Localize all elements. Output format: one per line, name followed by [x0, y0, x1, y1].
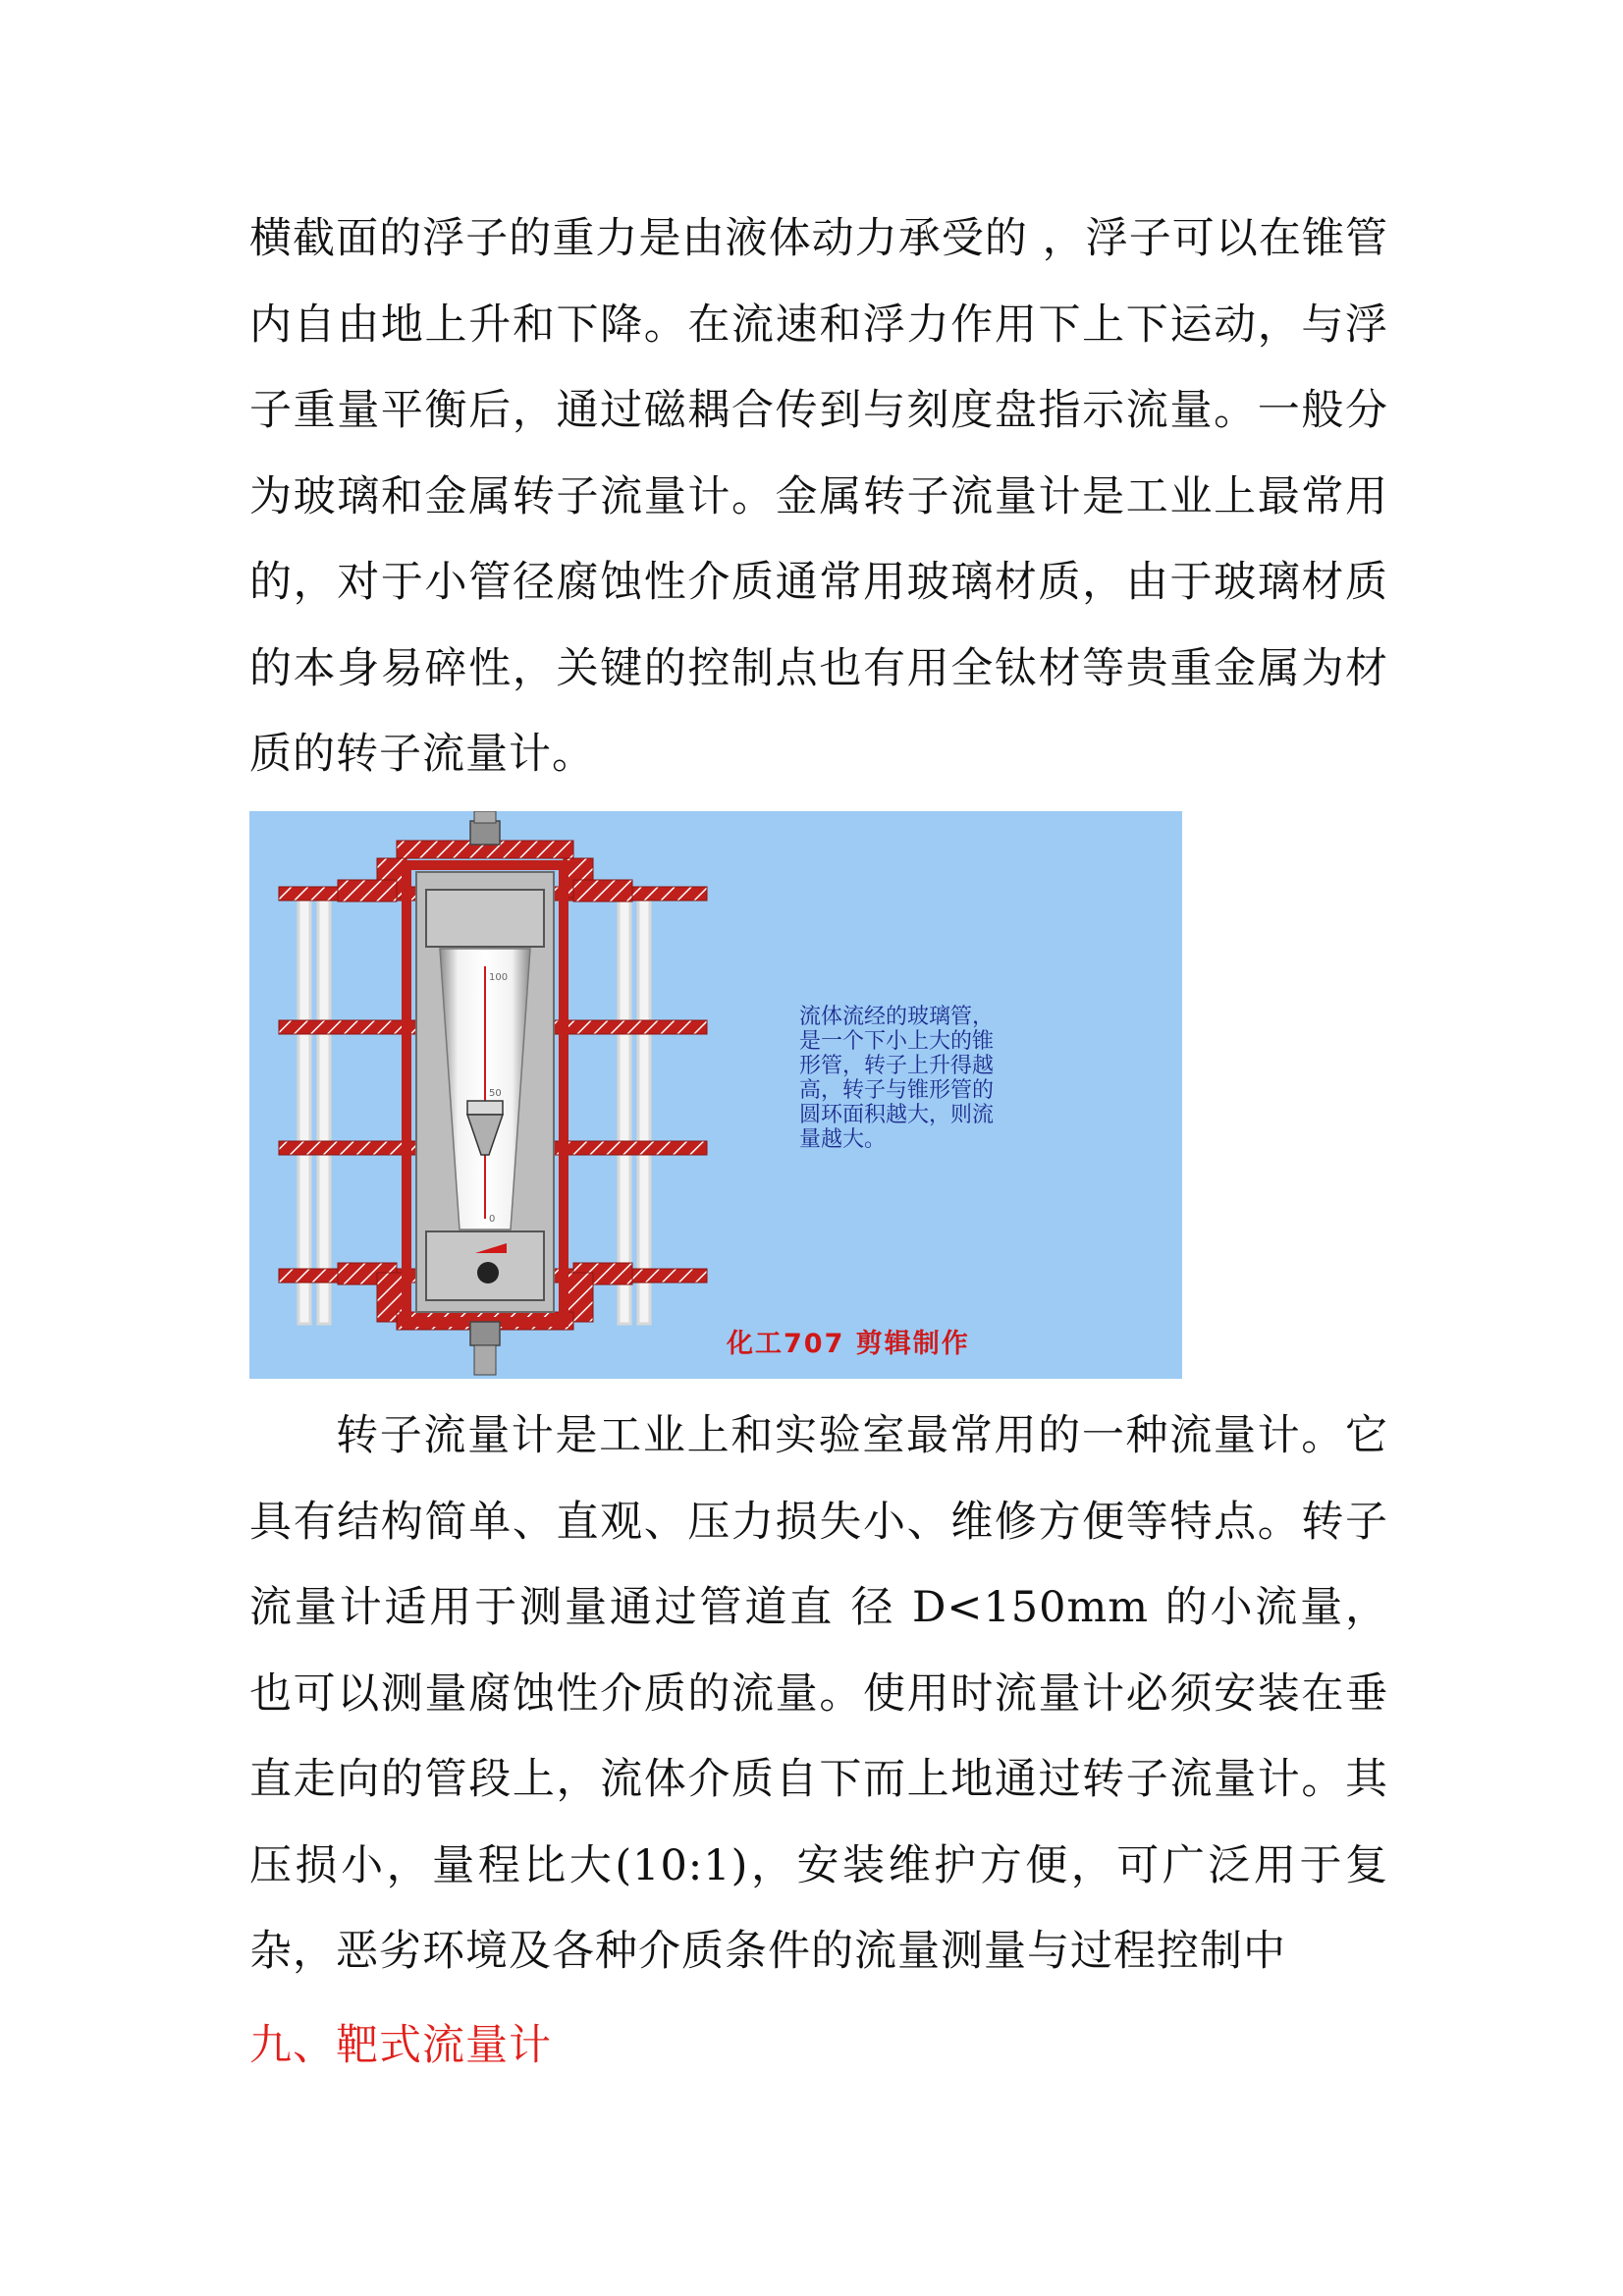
- figure-caption: 流体流经的玻璃管， 是一个下小上大的锥 形管，转子上升得越 高，转子与锥形管的 圆环面积越大，则流 量越大。: [799, 1005, 995, 1152]
- scale-bottom-label: 0: [489, 1214, 496, 1225]
- paragraph-rotameter-features: 转子流量计是工业上和实验室最常用的一种流量计。它具有结构简单、直观、压力损失小、维修方便等特点。转子流量计适用于测量通过管道直 径 D<150mm 的小流量，也可以测量腐蚀性介质的流量。使用时流量计必须安装在垂直走向的管段上，流体介质自下而上地通过转子流量计。其压损小，量程比大(10:1)，安装维护方便，可广泛用于复杂，恶劣环境及各种介质条件的流量测量与过程控制中: [249, 1411, 1388, 1976]
- rotameter-figure: [249, 811, 1182, 1379]
- scale-top-label: 100: [489, 972, 509, 983]
- bottom-pipe: [474, 1345, 496, 1375]
- section-heading-target-flowmeter: 九、靶式流量计: [249, 2021, 552, 2070]
- figure-credit: 化工707 剪辑制作: [727, 1329, 970, 1359]
- top-pipe: [474, 811, 496, 823]
- top-block: [426, 890, 544, 947]
- bottom-nut: [470, 1322, 500, 1345]
- paragraph-rotameter-principle: 横截面的浮子的重力是由液体动力承受的 ，浮子可以在锥管内自由地上升和下降。在流速和浮力作用下上下运动，与浮子重量平衡后，通过磁耦合传到与刻度盘指示流量。一般分为玻璃和金属转子流量计。金属转子流量计是工业上最常用的，对于小管径腐蚀性介质通常用玻璃材质，由于玻璃材质的本身易碎性，关键的控制点也有用全钛材等贵重金属为材质的转子流量计。: [249, 214, 1388, 779]
- top-nut: [470, 821, 500, 845]
- scale-mid-label: 50: [489, 1088, 502, 1099]
- outlet-dot: [477, 1262, 499, 1284]
